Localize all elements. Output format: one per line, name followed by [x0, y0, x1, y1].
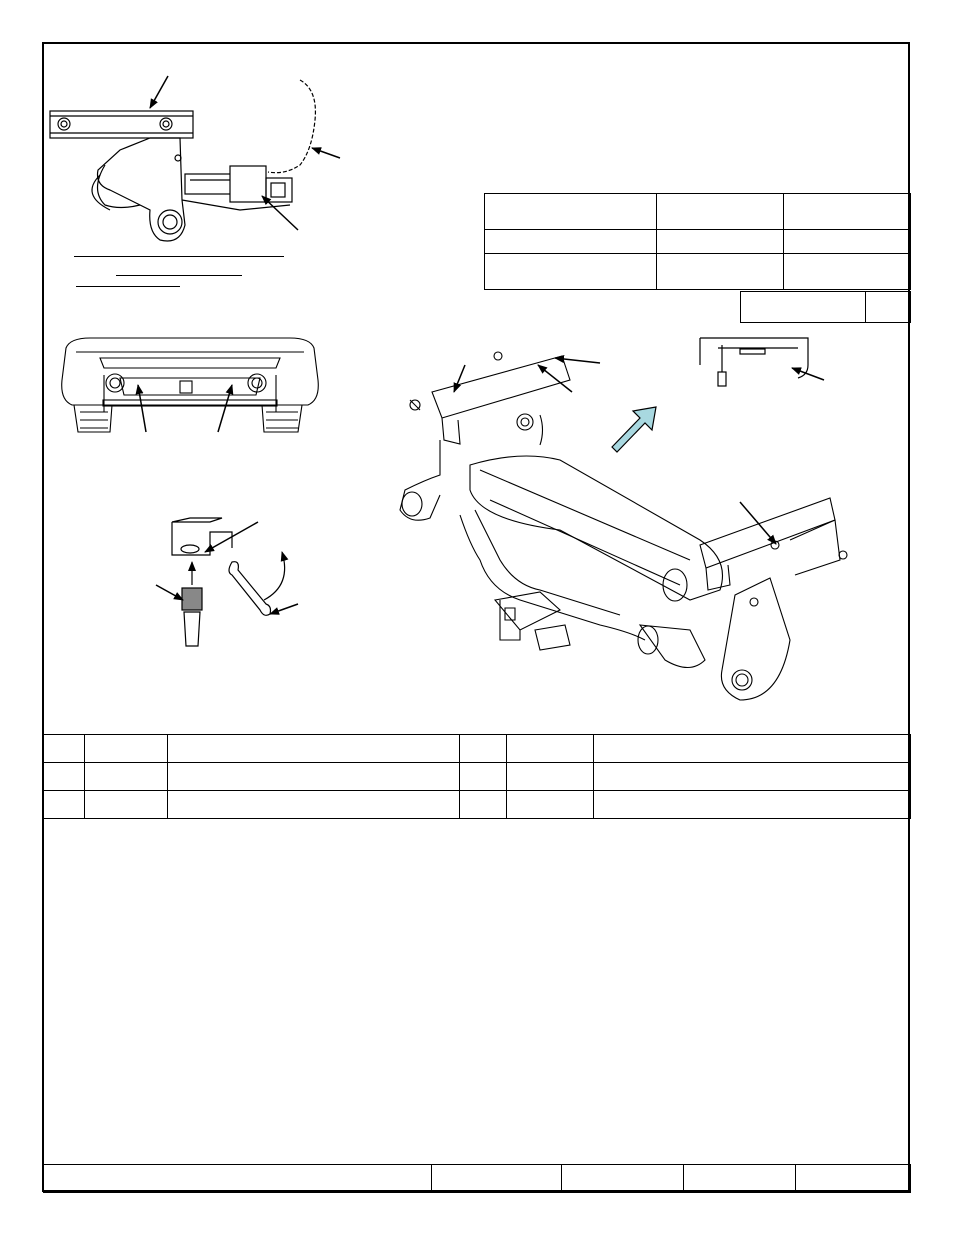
- footer-cell: [562, 1165, 684, 1193]
- part-qty: [507, 791, 594, 819]
- table-row: [44, 1165, 911, 1193]
- part-number: [460, 791, 507, 819]
- fish-wire-detail: [700, 338, 808, 386]
- spec-cell: [657, 254, 784, 290]
- weld-nut-detail: [172, 518, 285, 646]
- part-description: [594, 735, 911, 763]
- part-number: [44, 763, 85, 791]
- part-description: [168, 763, 460, 791]
- part-number: [44, 735, 85, 763]
- revision-cell: [866, 292, 911, 323]
- part-description: [168, 735, 460, 763]
- spec-cell: [784, 254, 911, 290]
- footer-cell: [684, 1165, 796, 1193]
- revision-box: [740, 291, 911, 323]
- caption-underline-3: [76, 286, 180, 287]
- footer-cell: [44, 1165, 432, 1193]
- direction-arrow: [612, 407, 656, 452]
- spec-cell: [784, 194, 911, 230]
- part-number: [44, 791, 85, 819]
- part-description: [594, 763, 911, 791]
- caption-underline-2: [116, 275, 242, 276]
- part-qty: [85, 791, 168, 819]
- table-row: [485, 230, 911, 254]
- instructions-area: [43, 818, 910, 1164]
- spec-cell: [657, 230, 784, 254]
- footer-cell: [796, 1165, 911, 1193]
- part-description: [168, 791, 460, 819]
- part-qty: [85, 735, 168, 763]
- part-qty: [507, 763, 594, 791]
- table-row: [44, 763, 911, 791]
- spec-cell: [784, 230, 911, 254]
- part-number: [460, 735, 507, 763]
- table-row: [485, 254, 911, 290]
- revision-cell: [741, 292, 866, 323]
- table-row: [485, 194, 911, 230]
- part-qty: [85, 763, 168, 791]
- spec-cell: [485, 230, 657, 254]
- table-row: [44, 791, 911, 819]
- rear-bumper-view: [62, 338, 319, 432]
- footer-table: [43, 1164, 911, 1193]
- hitch-installation-view: [400, 352, 847, 700]
- footer-cell: [432, 1165, 562, 1193]
- spec-cell: [657, 194, 784, 230]
- bracket-side-view: [50, 80, 315, 241]
- part-description: [594, 791, 911, 819]
- caption-underline-1: [74, 256, 284, 257]
- spec-cell: [485, 194, 657, 230]
- table-row: [44, 735, 911, 763]
- spec-table: [484, 193, 911, 290]
- part-number: [460, 763, 507, 791]
- part-qty: [507, 735, 594, 763]
- parts-table: [43, 734, 911, 819]
- spec-cell: [485, 254, 657, 290]
